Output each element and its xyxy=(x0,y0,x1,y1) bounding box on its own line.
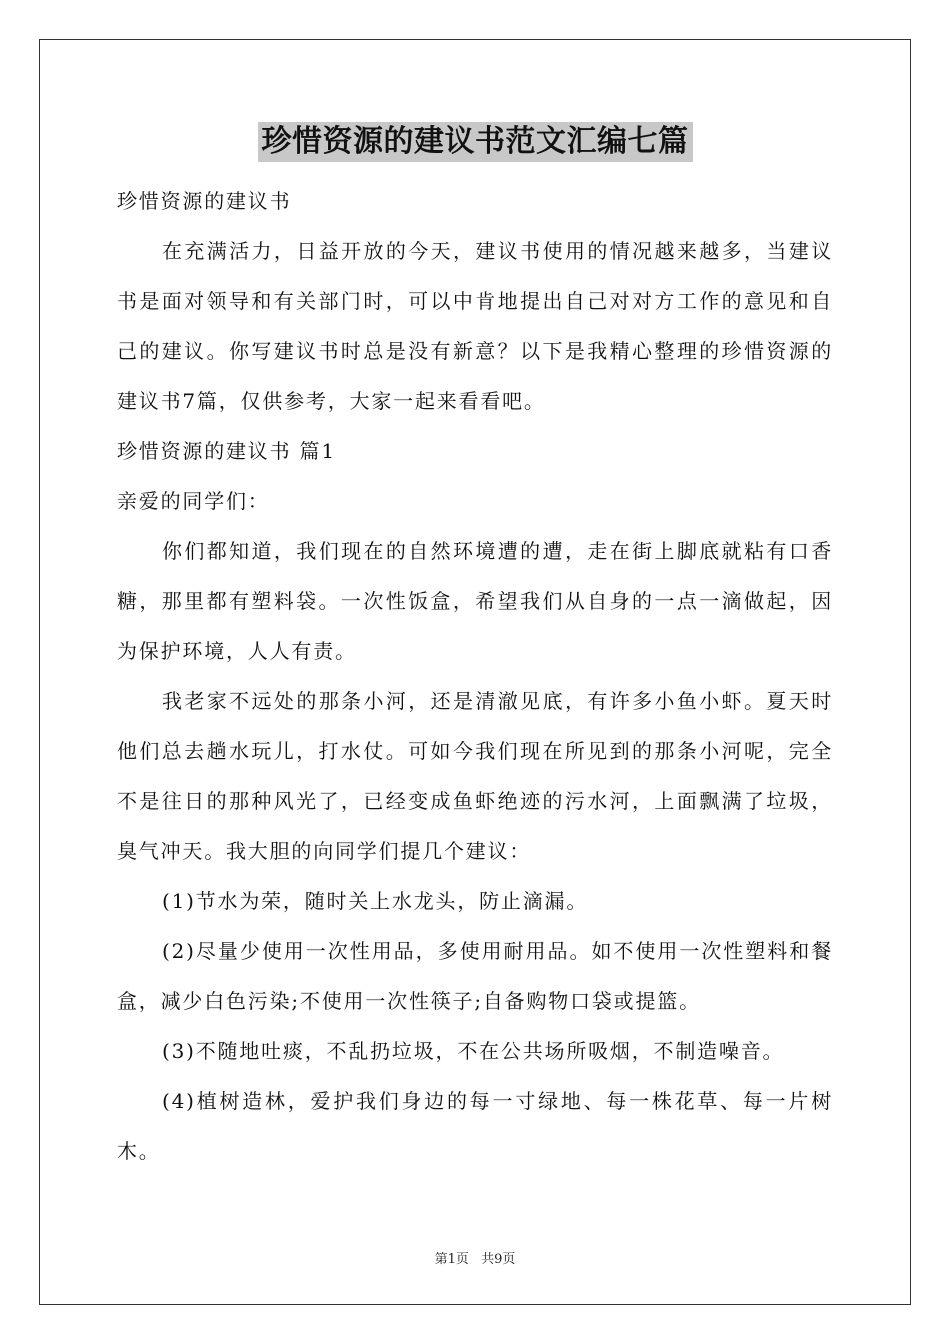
suggestion-4: (4)植树造林，爱护我们身边的每一寸绿地、每一株花草、每一片树木。 xyxy=(117,1089,833,1163)
suggestion-1: (1)节水为荣，随时关上水龙头，防止滴漏。 xyxy=(162,889,589,913)
page-number: 第1页 xyxy=(434,1252,469,1267)
suggestion-3: (3)不随地吐痰，不乱扔垃圾，不在公共场所吸烟，不制造噪音。 xyxy=(162,1039,785,1063)
paragraph-5: 我老家不远处的那条小河，还是清澈见底，有许多小鱼小虾。夏天时他们总去趟水玩儿，打水仗。可如今我们现在所见到的那条小河呢，完全不是往日的那种风光了，已经变成鱼虾绝迹的污水河，上面飘满了垃圾，臭气冲天。我大胆的向同学们提几个建议： xyxy=(117,689,833,863)
paragraph-1: 在充满活力，日益开放的今天，建议书使用的情况越来越多，当建议书是面对领导和有关部门时，可以中肯地提出自己对对方工作的意见和自己的建议。你写建议书时总是没有新意？以下是我精心整理的珍惜资源的建议书7篇，仅供参考，大家一起来看看吧。 xyxy=(117,239,833,413)
document-title: 珍惜资源的建议书范文汇编七篇 xyxy=(258,122,693,162)
title-row xyxy=(117,120,833,172)
page-total: 共9页 xyxy=(481,1252,516,1267)
suggestion-2: (2)尽量少使用一次性用品，多使用耐用品。如不使用一次性塑料和餐盒，减少白色污染;不使用一次性筷子;自备购物口袋或提篮。 xyxy=(117,939,833,1013)
section-heading-1: 珍惜资源的建议书 篇1 xyxy=(117,439,336,463)
paragraph-0: 珍惜资源的建议书 xyxy=(117,189,292,213)
paragraph-4: 你们都知道，我们现在的自然环境遭的遭，走在街上脚底就粘有口香糖，那里都有塑料袋。一次性饭盒，希望我们从自身的一点一滴做起，因为保护环境，人人有责。 xyxy=(117,539,833,663)
salutation: 亲爱的同学们： xyxy=(117,489,270,513)
document-body xyxy=(117,120,833,1176)
page-footer xyxy=(0,1248,950,1267)
